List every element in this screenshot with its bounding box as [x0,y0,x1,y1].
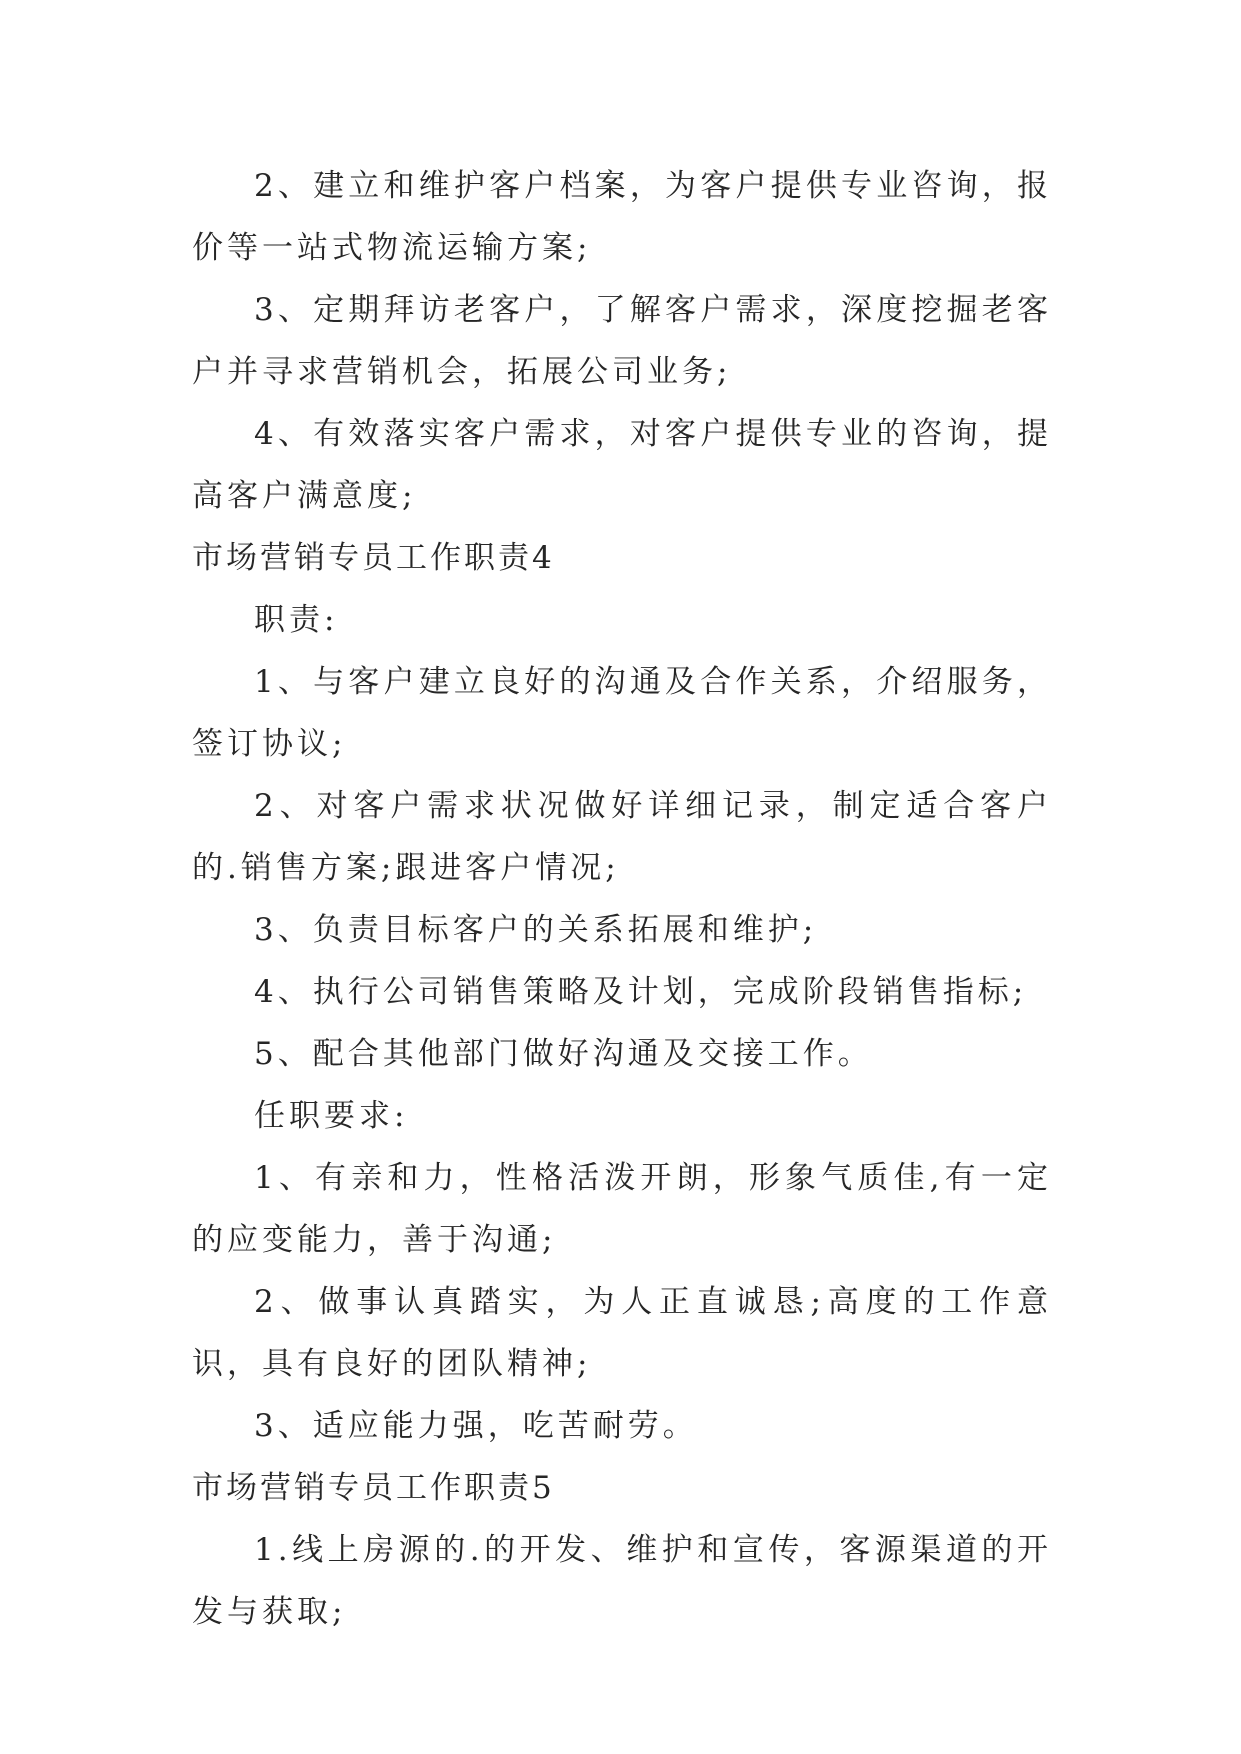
paragraph: 3、适应能力强，吃苦耐劳。 [254,1408,698,1444]
paragraph: 2、做事认真踏实，为人正直诚恳;高度的工作意识，具有良好的团队精神; [192,1284,1052,1382]
document-body [192,155,1052,1643]
paragraph: 1.线上房源的.的开发、维护和宣传，客源渠道的开发与获取; [192,1532,1052,1630]
paragraph: 4、有效落实客户需求，对客户提供专业的咨询，提高客户满意度; [192,416,1052,514]
paragraph: 职责: [254,602,339,638]
paragraph: 4、执行公司销售策略及计划，完成阶段销售指标; [254,974,1028,1010]
paragraph: 1、与客户建立良好的沟通及合作关系，介绍服务，签订协议; [192,664,1052,762]
section-heading: 市场营销专员工作职责4 [192,540,555,576]
paragraph: 任职要求: [254,1098,409,1134]
paragraph: 3、定期拜访老客户，了解客户需求，深度挖掘老客户并寻求营销机会，拓展公司业务; [192,292,1052,390]
paragraph: 1、有亲和力，性格活泼开朗，形象气质佳,有一定的应变能力，善于沟通; [192,1160,1052,1258]
paragraph: 5、配合其他部门做好沟通及交接工作。 [254,1036,873,1072]
section-heading: 市场营销专员工作职责5 [192,1470,555,1506]
paragraph: 3、负责目标客户的关系拓展和维护; [254,912,818,948]
paragraph: 2、对客户需求状况做好详细记录，制定适合客户的.销售方案;跟进客户情况; [192,788,1052,886]
paragraph: 2、建立和维护客户档案，为客户提供专业咨询，报价等一站式物流运输方案; [192,168,1052,266]
